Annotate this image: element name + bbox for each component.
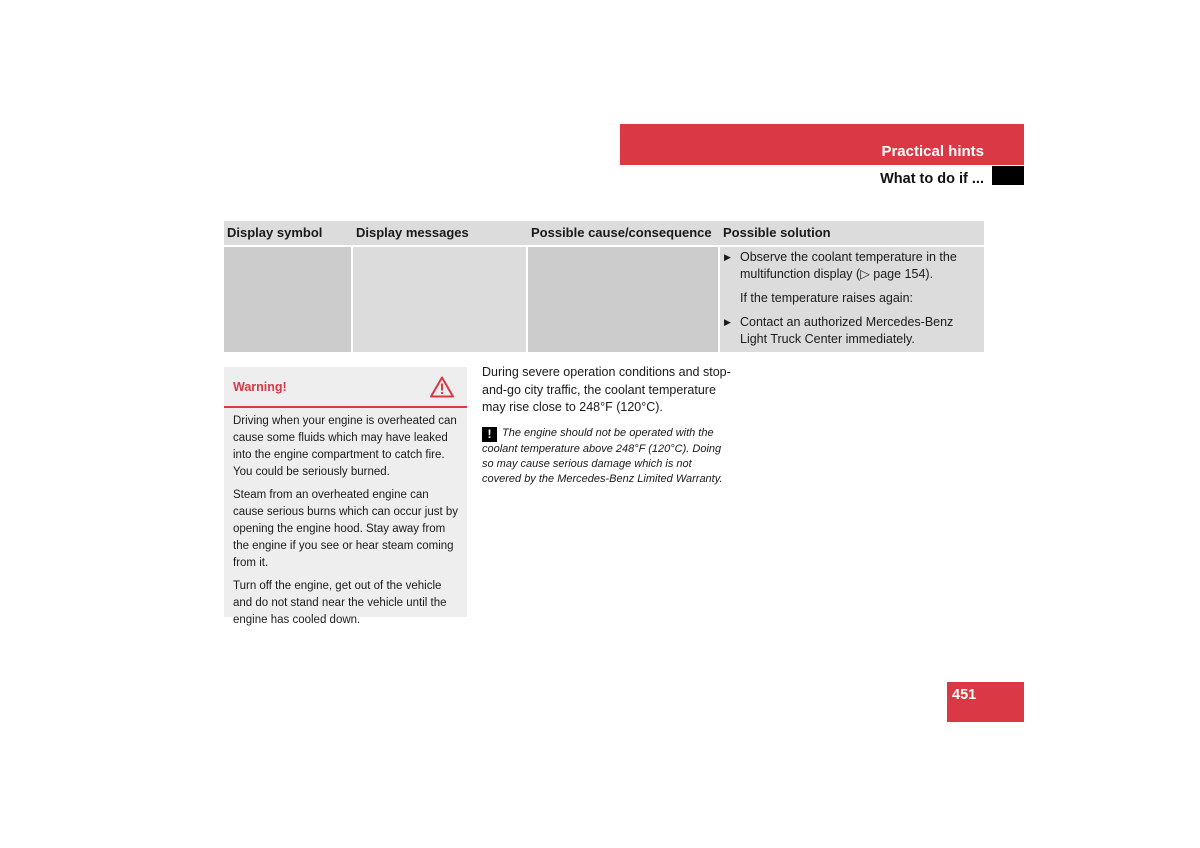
section-title: Practical hints xyxy=(881,143,984,160)
note-text: The engine should not be operated with the coolant temperature above 248°F (120°C). Doing so may cause serious damage which is not covered by the Mercedes-Benz Limited Warranty. xyxy=(482,427,723,485)
warning-header xyxy=(224,367,467,408)
warning-triangle-icon xyxy=(430,376,454,398)
solution-step xyxy=(724,314,976,348)
warning-title: Warning! xyxy=(233,380,287,394)
warning-paragraph: Driving when your engine is overheated can cause some fluids which may have leaked into the engine compartment to catch fire. You could be seriously burned. xyxy=(233,415,457,478)
page-number: 451 xyxy=(952,687,977,703)
header-display-messages: Display messages xyxy=(356,225,469,240)
exclamation-icon: ! xyxy=(482,427,497,442)
section-header-bar xyxy=(620,124,1024,165)
warning-box xyxy=(224,367,467,626)
solution-step xyxy=(724,249,976,283)
section-marker xyxy=(992,166,1024,185)
cell-possible-solution xyxy=(720,247,984,352)
table-header-row xyxy=(224,221,984,245)
warning-paragraph: Turn off the engine, get out of the vehicle and do not stand near the vehicle until the engine has cooled down. xyxy=(233,580,447,626)
page-number-box xyxy=(947,682,1024,722)
cell-display-symbol xyxy=(224,247,351,352)
solution-condition: If the temperature raises again: xyxy=(740,291,914,305)
solution-step-text: Contact an authorized Mercedes-Benz Light Truck Center immediately. xyxy=(740,315,954,346)
solution-step-text: Observe the coolant temperature in the multifunction display (▷ page 154). xyxy=(740,250,957,281)
table-row xyxy=(224,247,984,352)
warning-paragraph: Steam from an overheated engine can cause serious burns which can occur just by opening the engine hood. Stay away from the engine if you see or hear steam coming from it. xyxy=(233,489,458,569)
note-block xyxy=(482,426,730,487)
warning-body xyxy=(224,408,467,629)
body-text: During severe operation conditions and stop-and-go city traffic, the coolant temperature may rise close to 248°F (120°C). xyxy=(482,365,731,414)
subsection-title: What to do if ... xyxy=(880,171,984,187)
cell-display-messages xyxy=(353,247,526,352)
messages-table xyxy=(224,221,984,352)
cell-possible-cause xyxy=(528,247,718,352)
header-display-symbol: Display symbol xyxy=(227,225,323,240)
bullet-arrow-icon: ▶ xyxy=(724,317,731,327)
header-possible-cause: Possible cause/consequence xyxy=(531,225,712,240)
header-possible-solution: Possible solution xyxy=(723,225,831,240)
bullet-arrow-icon: ▶ xyxy=(724,252,731,262)
